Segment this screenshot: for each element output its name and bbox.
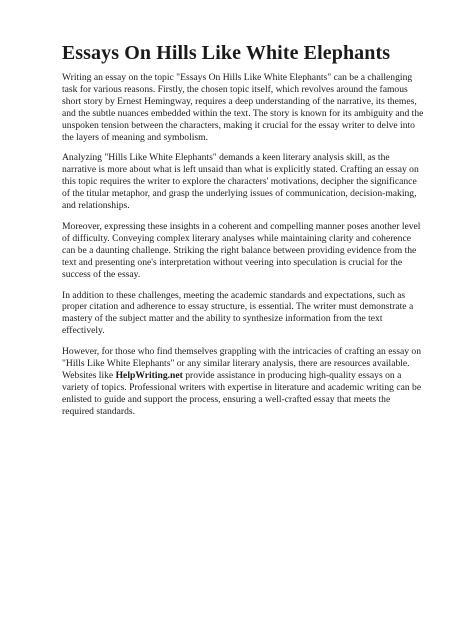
paragraph-expression: Moreover, expressing these insights in a coherent and compelling manner poses another level of difficulty. Conveying complex literary analyses while maintaining clarity and coherence can be a daunting challenge. Striking the right balance between providing evidence from the text and presenting one's interpretation without veering into speculation is crucial for the success of the essay. <box>62 220 421 280</box>
paragraph-analysis: Analyzing "Hills Like White Elephants" demands a keen literary analysis skill, as the narrative is more about what is left unsaid than what is explicitly stated. Crafting an essay on this topic requires the writer to explore the characters' motivations, decipher the significance of the titular metaphor, and grasp the underlying issues of communication, decision-making, and relationships. <box>62 152 419 212</box>
document-body <box>62 72 424 427</box>
document-title: Essays On Hills Like White Elephants <box>61 42 391 64</box>
paragraph-standards: In addition to these challenges, meeting the academic standards and expectations, such as proper citation and adherence to essay structure, is essential. The writer must demonstrate a mastery of the subject matter and the ability to synthesize information from the text effectively. <box>62 289 414 337</box>
paragraph-resources-after: provide assistance in producing high-quality essays on a variety of topics. Professional writers with expertise in literature and academic writing can be enlisted to guide and support the process, ensuring a well-crafted essay that meets the required standards. <box>62 369 422 417</box>
paragraph-resources-before: However, for those who find themselves grappling with the intricacies of crafting an essay on "Hills Like White Elephants" or any similar literary analysis, there are resources available. Websites like <box>62 346 422 381</box>
brand-name: HelpWriting.net <box>115 369 183 381</box>
paragraph-intro: Writing an essay on the topic "Essays On Hills Like White Elephants" can be a challenging task for various reasons. Firstly, the chosen topic itself, which revolves around the famous short story by Ernest Hemingway, requires a deep understanding of the narrative, its themes, and the subtle nuances embedded within the text. The story is known for its ambiguity and the unspoken tension between the characters, making it crucial for the essay writer to delve into the layers of meaning and symbolism. <box>62 72 424 143</box>
paragraph-resources <box>62 346 424 417</box>
